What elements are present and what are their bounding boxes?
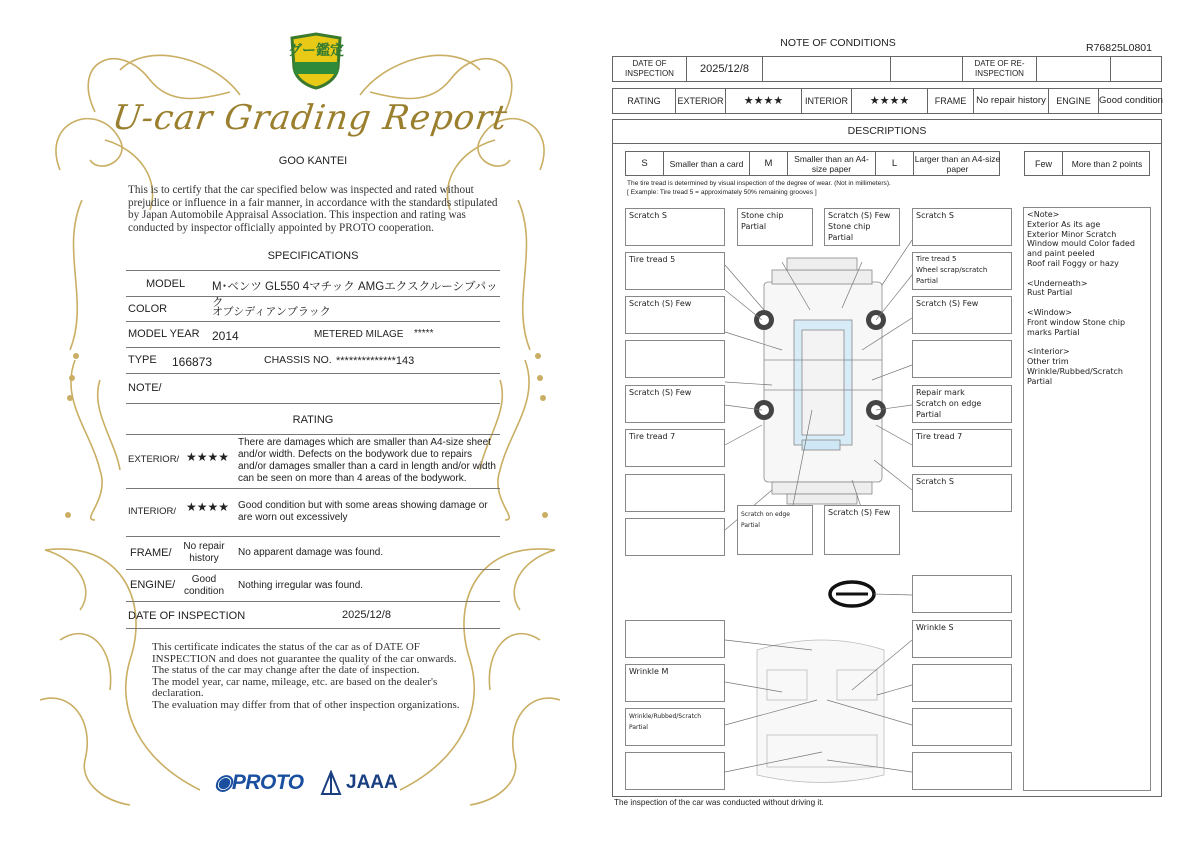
date-blank	[763, 57, 891, 81]
left-box-6: Tire tread 7	[625, 429, 725, 467]
proto-logo: ◉PROTO	[214, 771, 304, 794]
frame-label: FRAME	[928, 89, 974, 113]
reinspection-label: DATE OF RE-INSPECTION	[963, 57, 1037, 81]
date-value: 2025/12/8	[342, 609, 391, 621]
interior-label: INTERIOR	[802, 89, 852, 113]
legend-desc: Smaller than a card	[664, 152, 750, 175]
model-year-label: MODEL YEAR	[128, 328, 200, 340]
note-row	[126, 374, 500, 404]
legend-desc: Larger than an A4-size paper	[914, 153, 1001, 174]
tire-note	[627, 180, 891, 197]
rating-label: RATING	[613, 89, 676, 113]
model-label: MODEL	[146, 278, 186, 290]
footer-disclaimer	[152, 642, 512, 712]
metered-mileage-label: METERED MILAGE	[314, 329, 404, 340]
exterior-label: EXTERIOR/	[128, 454, 180, 465]
model-value: M･ベンツ GL550 4マチック AMGエクスクルーシブパック	[212, 281, 498, 309]
interior-description: Good condition but with some areas showing damage or are worn out excessively	[238, 500, 488, 523]
note-window: <Window> Front window Stone chip marks Partial	[1027, 307, 1126, 337]
interior-label: INTERIOR/	[128, 506, 177, 517]
size-legend	[625, 151, 1000, 176]
note-label: NOTE/	[128, 382, 162, 394]
bottom-box-1: Scratch on edge Partial	[737, 505, 813, 555]
descriptions-heading: DESCRIPTIONS	[612, 119, 1162, 144]
interior-right-box-3	[912, 664, 1012, 702]
right-box-7: Scratch S	[912, 474, 1012, 512]
footer-line: The model year, car name, mileage, etc. are based on the dealer's	[152, 675, 438, 688]
date-blank	[1111, 57, 1163, 81]
footer-line: This certificate indicates the status of the car as of DATE OF	[152, 641, 420, 653]
legend-key: M	[750, 152, 788, 175]
frame-row	[126, 537, 500, 570]
interior-left-box-1	[625, 620, 725, 658]
legend-key: L	[876, 152, 914, 175]
specifications-heading: SPECIFICATIONS	[267, 250, 359, 262]
report-subtitle: GOO KANTEI	[278, 155, 348, 167]
exterior-stars: ★★★★	[726, 89, 802, 113]
date-row	[126, 602, 500, 629]
note-underneath: <Underneath> Rust Partial	[1027, 278, 1088, 298]
right-box-3: Scratch (S) Few	[912, 296, 1012, 334]
engine-value: Good condition	[1099, 95, 1163, 106]
engine-row	[126, 570, 500, 602]
footer-line: INSPECTION and does not guarantee the quality of the car onwards.	[152, 652, 457, 665]
left-box-3: Scratch (S) Few	[625, 296, 725, 334]
frame-value: No repair history	[183, 541, 225, 564]
reference-number: R76825L0801	[1086, 42, 1152, 54]
right-box-1: Scratch S	[912, 208, 1012, 246]
interior-right-box-4	[912, 708, 1012, 746]
chassis-label: CHASSIS NO.	[264, 354, 332, 366]
interior-stars: ★★★★	[186, 500, 230, 514]
exterior-row	[126, 434, 500, 489]
date-inspection-value: 2025/12/8	[687, 57, 763, 81]
certification-text: This is to certify that the car specified below was inspected and rated without prejudice or influence in a fair manner, in accordance with the standards stipulated by Japan Automobile Appraisal Association. This inspection and rating was conducted by inspector officially appointed by PROTO cooperation.	[128, 184, 498, 234]
steering-wheel-icon	[830, 582, 874, 606]
interior-left-box-4	[625, 752, 725, 790]
color-value: オブシディアンブラック	[212, 306, 331, 318]
footer-line: declaration.	[152, 687, 204, 700]
few-key: Few	[1025, 152, 1063, 175]
right-box-5: Repair mark Scratch on edge Partial	[912, 385, 1012, 423]
rating-row	[612, 88, 1162, 114]
left-box-1: Scratch S	[625, 208, 725, 246]
reinspection-value	[1037, 57, 1111, 81]
color-row	[126, 297, 500, 322]
inspection-date-row	[612, 56, 1162, 82]
bottom-box-2: Scratch (S) Few	[824, 505, 900, 555]
top-box-1: Stone chip Partial	[737, 208, 813, 246]
interior-right-box-2: Wrinkle S	[912, 620, 1012, 658]
type-value: 166873	[172, 355, 213, 369]
engine-label: ENGINE	[1049, 89, 1099, 113]
interior-left-box-3: Wrinkle/Rubbed/Scratch Partial	[625, 708, 725, 746]
frame-label: FRAME/	[130, 547, 172, 559]
engine-description: Nothing irregular was found.	[238, 580, 364, 591]
date-label: DATE OF INSPECTION	[128, 610, 246, 622]
metered-mileage-value: *****	[414, 328, 434, 339]
type-row	[126, 348, 500, 374]
logo-text: グー鑑定	[288, 43, 344, 59]
legend-key: S	[626, 152, 664, 175]
tire-note-line: The tire tread is determined by visual inspection of the degree of wear. (Not in millimeters).	[627, 180, 891, 187]
inspection-footer: The inspection of the car was conducted without driving it.	[614, 798, 824, 807]
top-box-2: Scratch (S) Few Stone chip Partial	[824, 208, 900, 246]
conditions-title: NOTE OF CONDITIONS	[780, 37, 896, 49]
left-box-4	[625, 340, 725, 378]
report-title: U-car Grading Report	[109, 98, 511, 138]
left-box-2: Tire tread 5	[625, 252, 725, 290]
engine-value: Good condition	[183, 574, 225, 597]
left-box-8	[625, 518, 725, 556]
interior-left-box-2: Wrinkle M	[625, 664, 725, 702]
jaaa-mark-icon	[320, 770, 342, 796]
model-year-row	[126, 322, 500, 348]
date-blank	[891, 57, 963, 81]
exterior-label: EXTERIOR	[676, 89, 726, 113]
right-box-4	[912, 340, 1012, 378]
right-box-2: Tire tread 5 Wheel scrap/scratch Partial	[912, 252, 1012, 290]
interior-stars: ★★★★	[852, 89, 928, 113]
color-label: COLOR	[128, 303, 168, 315]
type-label: TYPE	[128, 354, 157, 366]
legend-desc: Smaller than an A4-size paper	[788, 152, 876, 175]
jaaa-logo: JAAA	[346, 772, 398, 793]
tire-note-line: [ Example: Tire tread 5 = approximately 50% remaining grooves ]	[627, 188, 817, 196]
note-general: <Note> Exterior As its age Exterior Minor Scratch Window mould Color faded and paint peeled Roof rail Foggy or hazy	[1027, 210, 1135, 268]
model-year-value: 2014	[212, 329, 239, 343]
interior-row	[126, 489, 500, 537]
date-inspection-label: DATE OF INSPECTION	[613, 57, 687, 81]
exterior-description: There are damages which are smaller than A4-size sheet and/or width. Defects on the bodywork due to repairs and/or damages smaller than a card in length and/or width can be seen on more than 4 areas of the bodywork.	[238, 437, 496, 484]
exterior-stars: ★★★★	[186, 450, 230, 464]
engine-label: ENGINE/	[130, 579, 176, 591]
frame-description: No apparent damage was found.	[238, 547, 384, 558]
left-box-5: Scratch (S) Few	[625, 385, 725, 423]
few-desc: More than 2 points	[1071, 158, 1143, 169]
chassis-value: **************143	[336, 355, 415, 367]
note-interior: <Interior> Other trim Wrinkle/Rubbed/Scratch Partial	[1027, 347, 1123, 386]
right-box-6: Tire tread 7	[912, 429, 1012, 467]
proto-logo-text: PROTO	[231, 771, 304, 794]
left-box-7	[625, 474, 725, 512]
rating-heading: RATING	[292, 414, 334, 426]
frame-value: No repair history	[974, 89, 1049, 113]
notes-panel	[1023, 207, 1151, 791]
interior-right-box-1	[912, 575, 1012, 613]
few-legend	[1024, 151, 1150, 176]
footer-line: The evaluation may differ from that of other inspection organizations.	[152, 698, 460, 711]
interior-right-box-5	[912, 752, 1012, 790]
footer-line: The status of the car may change after the date of inspection.	[152, 664, 420, 677]
